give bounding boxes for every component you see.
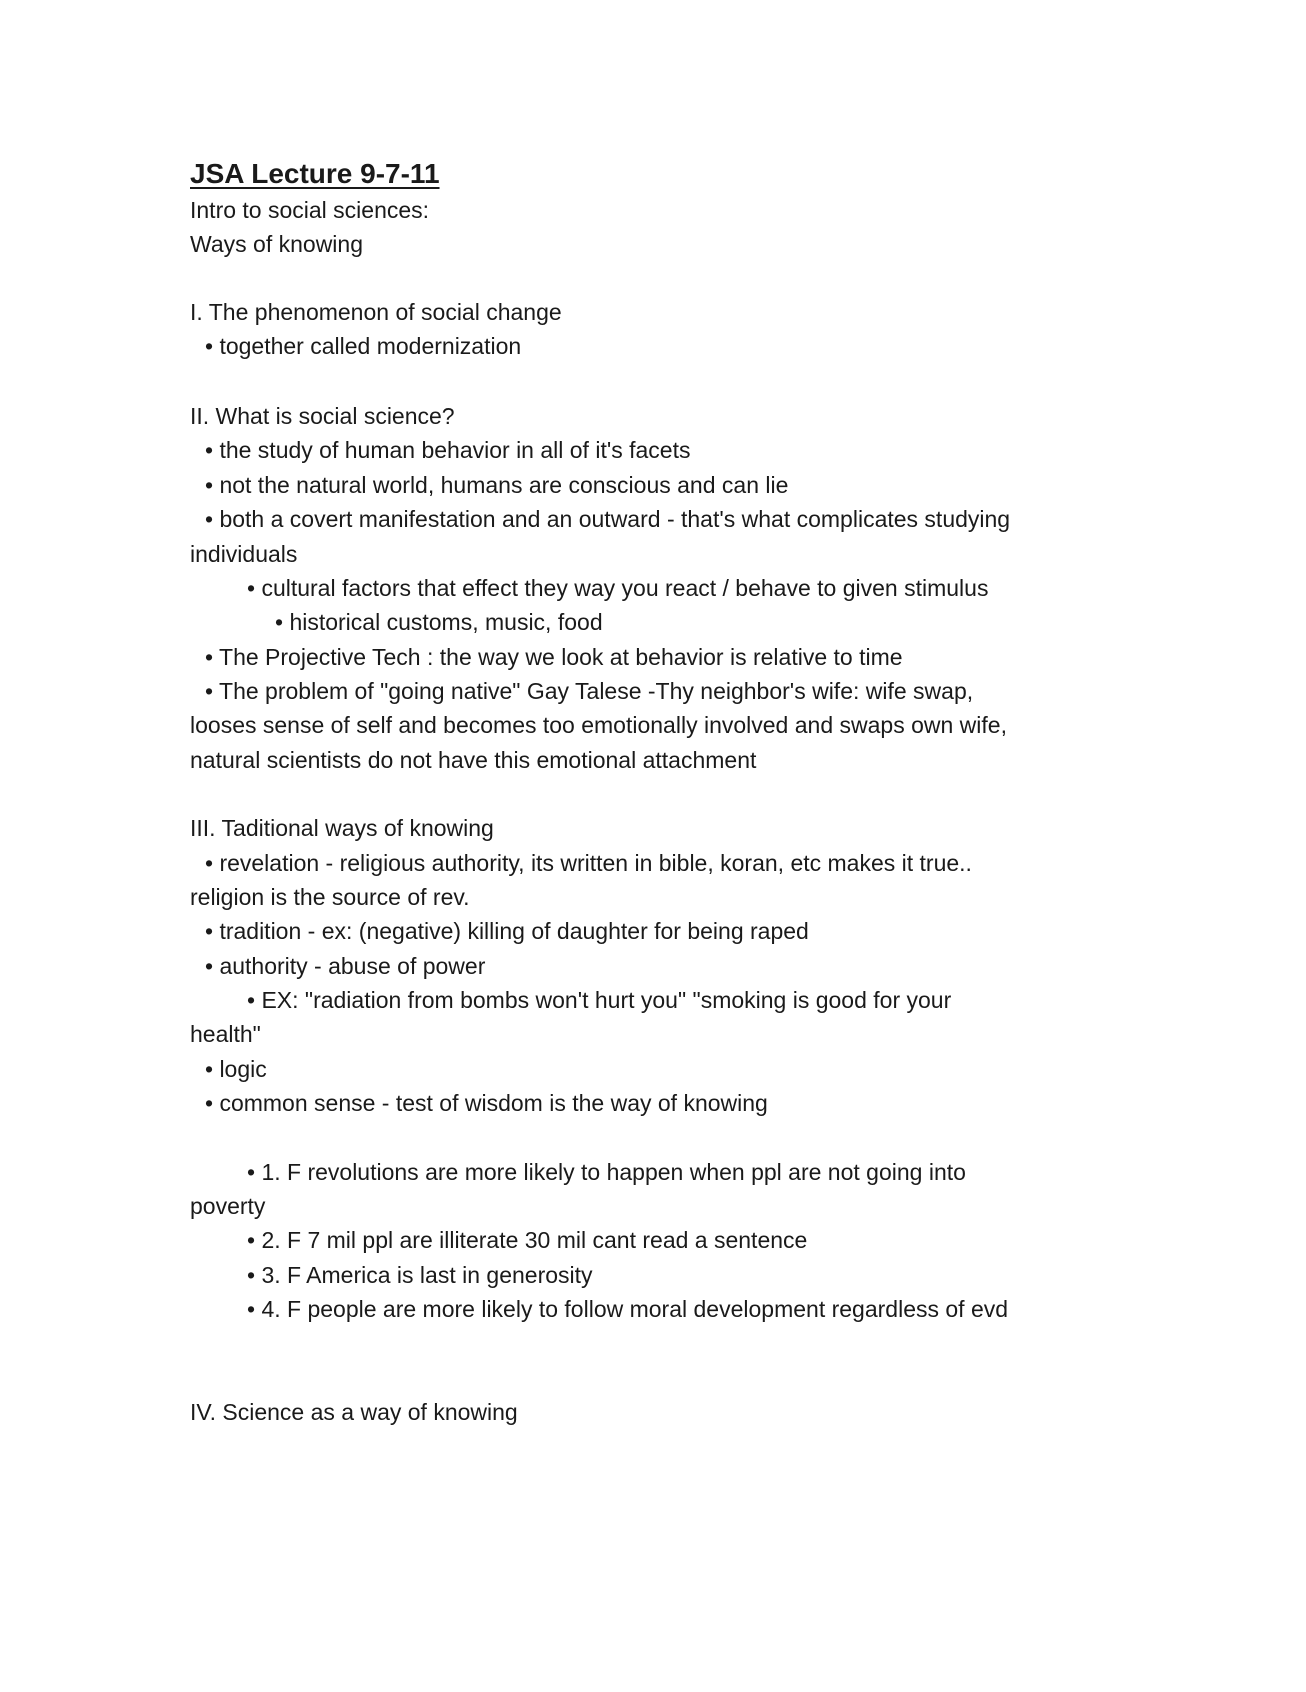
section-3-bullet-2: • tradition - ex: (negative) killing of daughter for being raped [205,918,809,944]
quiz-item-4: • 4. F people are more likely to follow moral development regardless of evd [247,1296,1009,1322]
section-2-bullet-3-cont: individuals [190,541,298,567]
section-2-bullet-5-cont-1: looses sense of self and becomes too emotionally involved and swaps own wife, [190,712,1007,738]
section-3-bullet-4: • logic [205,1056,267,1082]
section-2-bullet-5-cont-2: natural scientists do not have this emotional attachment [190,747,757,773]
section-2-bullet-5: • The problem of "going native" Gay Talese -Thy neighbor's wife: wife swap, [205,678,974,704]
section-3-bullet-5: • common sense - test of wisdom is the way of knowing [205,1090,768,1116]
section-3-sub-bullet-cont: health" [190,1021,261,1047]
quiz-item-1-cont: poverty [190,1193,266,1219]
quiz-item-3: • 3. F America is last in generosity [247,1262,593,1288]
quiz-item-1: • 1. F revolutions are more likely to happen when ppl are not going into [247,1159,966,1185]
section-4-heading: IV. Science as a way of knowing [190,1399,518,1425]
subtitle-intro: Intro to social sciences: [190,197,430,223]
quiz-item-2: • 2. F 7 mil ppl are illiterate 30 mil cant read a sentence [247,1227,808,1253]
section-2-sub-sub-bullet: • historical customs, music, food [275,609,603,635]
section-2-sub-bullet-1: • cultural factors that effect they way you react / behave to given stimulus [247,575,989,601]
section-2-bullet-4: • The Projective Tech : the way we look at behavior is relative to time [205,644,903,670]
section-2-bullet-2: • not the natural world, humans are conscious and can lie [205,472,789,498]
section-2-bullet-1: • the study of human behavior in all of it's facets [205,437,691,463]
section-2-heading: II. What is social science? [190,403,455,429]
section-2-bullet-3: • both a covert manifestation and an outward - that's what complicates studying [205,506,1011,532]
section-1-bullet-1: • together called modernization [205,333,522,359]
subtitle-ways-of-knowing: Ways of knowing [190,231,363,257]
section-3-heading: III. Taditional ways of knowing [190,815,494,841]
section-3-bullet-1-cont: religion is the source of rev. [190,884,470,910]
page-title: JSA Lecture 9-7-11 [190,158,440,189]
section-3-bullet-3: • authority - abuse of power [205,953,486,979]
section-3-bullet-1: • revelation - religious authority, its written in bible, koran, etc makes it true.. [205,850,972,876]
section-1-heading: I. The phenomenon of social change [190,299,562,325]
section-3-sub-bullet: • EX: "radiation from bombs won't hurt you" "smoking is good for your [247,987,952,1013]
